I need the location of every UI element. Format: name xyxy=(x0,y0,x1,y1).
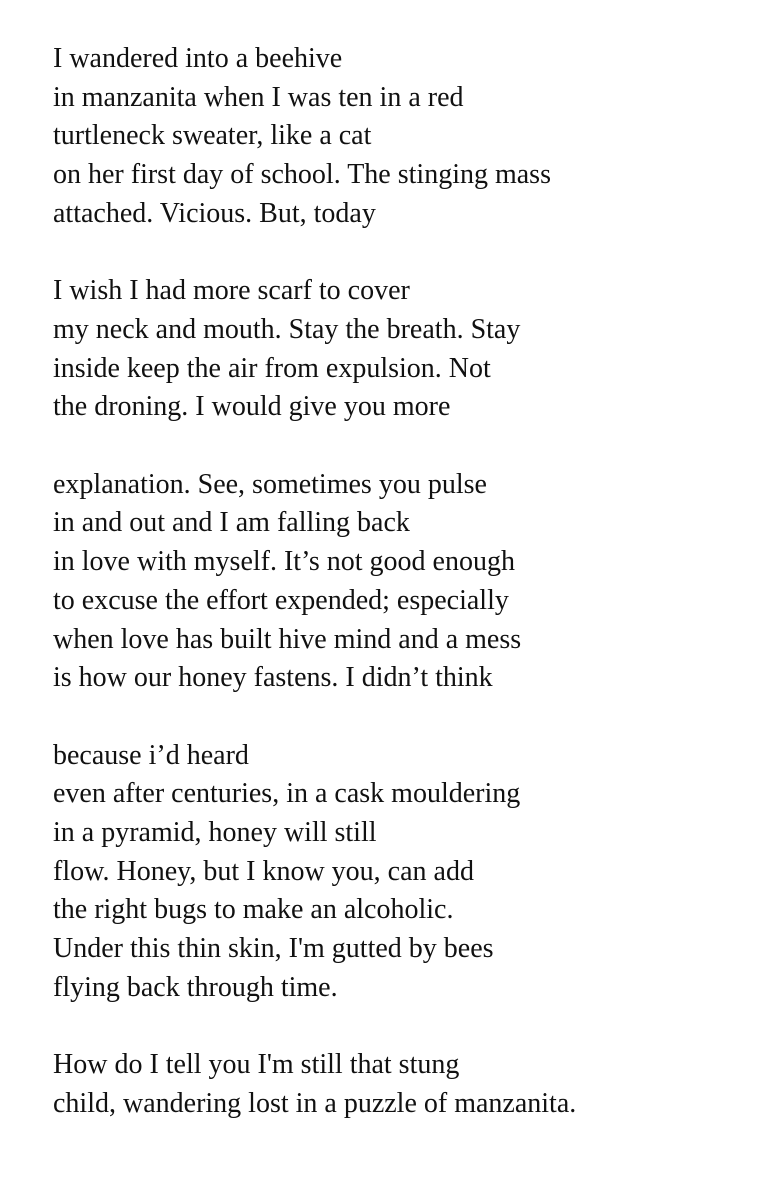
stanza-4 xyxy=(53,737,763,1008)
poem-line: inside keep the air from expulsion. Not xyxy=(53,352,491,384)
poem-line: the droning. I would give you more xyxy=(53,391,451,423)
poem-line: to excuse the effort expended; especially xyxy=(53,584,509,616)
poem-line: turtleneck sweater, like a cat xyxy=(53,120,372,152)
poem-line: I wish I had more scarf to cover xyxy=(53,275,410,307)
poem-line: flow. Honey, but I know you, can add xyxy=(53,855,474,887)
poem-line: is how our honey fastens. I didn’t think xyxy=(53,662,493,694)
poem-line: my neck and mouth. Stay the breath. Stay xyxy=(53,313,521,345)
stanza-5 xyxy=(53,1046,763,1123)
poem-line: How do I tell you I'm still that stung xyxy=(53,1049,460,1081)
stanza-2 xyxy=(53,272,763,427)
poem-line: I wandered into a beehive xyxy=(53,43,343,74)
poem-line: when love has built hive mind and a mess xyxy=(53,623,522,655)
poem-line: explanation. See, sometimes you pulse xyxy=(53,468,487,500)
poem-text xyxy=(53,40,763,1124)
poem-line: child, wandering lost in a puzzle of manzanita. xyxy=(53,1087,577,1119)
poem-line: Under this thin skin, I'm gutted by bees xyxy=(53,933,494,965)
poem-line: flying back through time. xyxy=(53,971,338,1003)
poem-line: on her first day of school. The stinging mass xyxy=(53,159,551,191)
poem-line: attached. Vicious. But, today xyxy=(53,197,376,229)
poem-line: even after centuries, in a cask mouldering xyxy=(53,778,521,810)
stanza-3 xyxy=(53,466,763,698)
stanza-1 xyxy=(53,40,763,234)
poem-line: in a pyramid, honey will still xyxy=(53,817,377,849)
poem-line: in and out and I am falling back xyxy=(53,507,410,539)
poem-line: in manzanita when I was ten in a red xyxy=(53,81,464,113)
poem-line: the right bugs to make an alcoholic. xyxy=(53,894,454,926)
poem-line: in love with myself. It’s not good enough xyxy=(53,546,515,578)
poem-line: because i’d heard xyxy=(53,739,249,771)
